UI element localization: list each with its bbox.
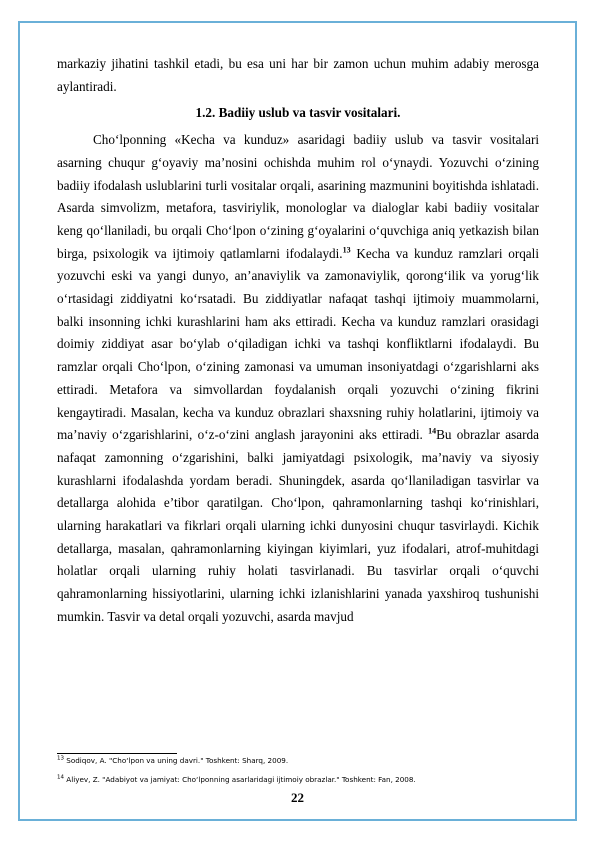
footnote-14 xyxy=(57,775,539,785)
paragraph-main-part2: Kecha va kunduz ramzlari orqali yozuvchi eski va yangi dunyo, an’anaviylik va zamonaviylik, qorong‘ilik va yorug‘lik o‘rtasidagi ziddiyatni ko‘rsatadi. Bu ziddiyatlar nafaqat tashqi ijtimoiy muammolarni, balki insonning ichki kurashlarini ham aks ettiradi. Kecha va kunduz ramzlari orasidagi doimiy ziddiyat asar bo‘ylab o‘qiladigan ichki va tashqi konfliktlarni ifodalaydi. Bu ramzlar orqali Cho‘lpon, o‘zining zamonasi va umuman insoniyatdagi o‘zgarishlarni aks ettiradi. Metafora va simvollardan foydalanish orqali yozuvchi o‘zining fikrini kengaytiradi. Masalan, kecha va kunduz obrazlari shaxsning ruhiy holatlarini, ijtimoiy va ma’naviy o‘zgarishlarini, o‘z-o‘zini anglash jarayonini aks ettiradi. xyxy=(57,245,539,443)
paragraph-main-part1: Cho‘lponning «Kecha va kunduz» asaridagi badiiy uslub va tasvir vositalari asarning chuqur g‘oyaviy ma’nosini ochishda muhim rol o‘ynaydi. Yozuvchi o‘zining badiiy ifodalash uslublarini turli vositalar orqali, asarining mazmunini boyitishda ishlatadi. Asarda simvolizm, metafora, tasviriylik, monologlar va dialoglar kabi badiiy vositalar keng qo‘llaniladi, bu orqali Cho‘lpon o‘zining g‘oyalarini o‘quvchiga aniq yetkazish bilan birga, psixologik va ijtimoiy qatlamlarni ifodalaydi. xyxy=(57,132,539,261)
footnote-ref-13[interactable]: 13 xyxy=(342,245,351,255)
paragraph-continuation: markaziy jihatini tashkil etadi, bu esa uni har bir zamon uchun muhim adabiy merosga aylantiradi. xyxy=(57,56,539,94)
page-number: 22 xyxy=(291,790,304,805)
footnote-number: 13 xyxy=(57,755,64,762)
section-heading: 1.2. Badiiy uslub va tasvir vositalari. xyxy=(195,105,401,121)
paragraph-main-part3: Bu obrazlar asarda nafaqat zamonning o‘zgarishini, balki jamiyatdagi psixologik, ma’naviy va siyosiy kurashlarni ifodalashda yordam beradi. Shuningdek, asarda qo‘llaniladigan tasvirlar va detallarga alohida e’tibor qaratilgan. Cho‘lpon, qahramonlarning tashqi ko‘rinishlari, ularning harakatlari va fikrlari orqali ularning ichki dunyosini chuqur tasvirlaydi. Kichik detallarga, masalan, qahramonlarning kiyingan kiyimlari, yuz ifodalari, atrof-muhitdagi holatlar orqali ularning ruhiy holati tasvirlanadi. Bu tasvirlar orqali o‘quvchi qahramonlarning hissiyotlarini, ularning ichki izlanishlarini yanada yaxshiroq tushunishi mumkin. Tasvir va detal orqali yozuvchi, asarda mavjud xyxy=(57,427,539,624)
footnote-13 xyxy=(57,756,539,766)
footnote-separator xyxy=(57,753,177,754)
footnotes xyxy=(57,756,539,794)
footnote-text: Sodiqov, A. "Cho‘lpon va uning davri." Toshkent: Sharq, 2009. xyxy=(64,756,289,765)
paragraph-main xyxy=(57,129,539,628)
footnote-text: Aliyev, Z. "Adabiyot va jamiyat: Cho‘lponning asarlaridagi ijtimoiy obrazlar." Toshkent: Fan, 2008. xyxy=(64,775,416,784)
page-body xyxy=(57,53,539,629)
footnote-number: 14 xyxy=(57,774,64,781)
footnote-ref-14[interactable]: 14 xyxy=(428,426,437,436)
